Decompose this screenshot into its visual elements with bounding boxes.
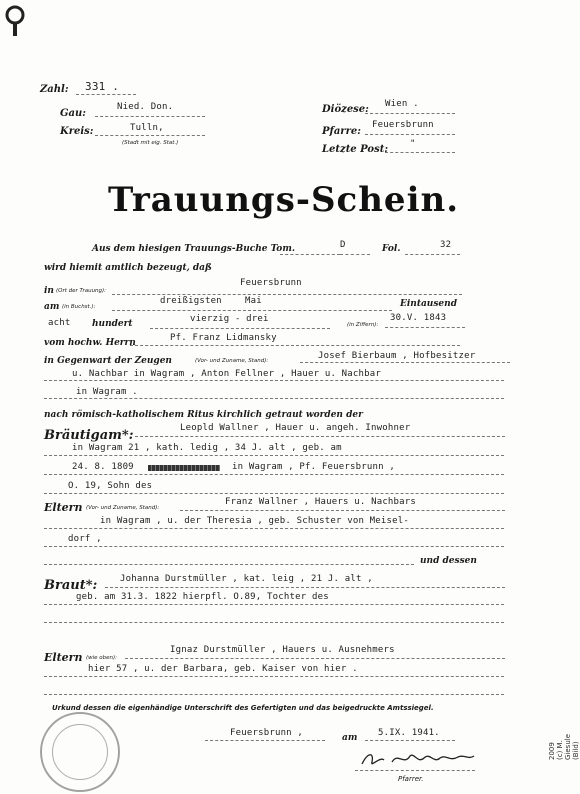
day-value: dreißigsten: [160, 296, 222, 306]
eltern-value-1: Franz Wallner , Hauers u. Nachbars: [225, 497, 417, 507]
priest-value: Pf. Franz Lidmansky: [170, 333, 277, 343]
braeutigam-value-2: in Wagram 21 , kath. ledig , 34 J. alt , geb. am: [72, 443, 342, 453]
in-label: in: [44, 286, 54, 296]
in-note: (Ort der Trauung):: [56, 288, 107, 294]
braut-label: Braut*:: [44, 578, 98, 593]
ort-value: Feuersbrunn: [240, 278, 302, 288]
zeugen-value-1: Josef Bierbaum , Hofbesitzer: [318, 351, 476, 361]
braeutigam-value-3a: 24. 8. 1809: [72, 462, 134, 472]
tom-value: D: [340, 240, 346, 250]
magnifier-icon[interactable]: [4, 4, 26, 38]
zahl-label: Zahl:: [40, 84, 69, 95]
eltern2-value-1: Ignaz Durstmüller , Hauers u. Ausnehmers: [170, 645, 395, 655]
am2-label: am: [342, 733, 358, 743]
am-note: (in Buchst.):: [62, 304, 96, 310]
kreis-note: (Stadt mit eig. Stat.): [122, 140, 179, 146]
eltern-value-3: dorf ,: [68, 534, 102, 544]
kreis-value: Tulln,: [130, 123, 164, 133]
fol-label: Fol.: [382, 244, 401, 254]
braeutigam-value-3b: in Wagram , Pf. Feuersbrunn ,: [232, 462, 395, 472]
tausend-text: Eintausend: [400, 299, 457, 309]
hundert-text: hundert: [92, 319, 133, 329]
post-value: ": [410, 139, 416, 149]
zeugen-value-2: u. Nachbar in Wagram , Anton Fellner , Hauer u. Nachbar: [72, 369, 382, 379]
gau-label: Gau:: [60, 108, 86, 119]
und-dessen-text: und dessen: [420, 556, 477, 566]
document-title: Trauungs-Schein.: [108, 180, 460, 220]
dioezese-value: Wien .: [385, 99, 419, 109]
ritus-text: nach römisch-katholischem Ritus kirchlich getraut worden der: [44, 410, 363, 420]
eltern-label: Eltern: [44, 501, 83, 514]
eltern2-label: Eltern: [44, 651, 83, 664]
fol-value: 32: [440, 240, 452, 250]
date2-value: 5.IX. 1941.: [378, 728, 440, 738]
braeutigam-value-1: Leopld Wallner , Hauer u. angeh. Inwohner: [180, 423, 411, 433]
eltern2-value-2: hier 57 , u. der Barbara, geb. Kaiser von hier .: [88, 664, 358, 674]
dioezese-label: Diözese:: [322, 104, 369, 115]
zeugen-text: in Gegenwart der Zeugen: [44, 356, 172, 366]
struck-text: [148, 465, 220, 471]
eltern2-note: (wie oben):: [86, 655, 118, 661]
braut-value-1: Johanna Durstmüller , kat. leig , 21 J. alt ,: [120, 574, 373, 584]
trauungsbuch-text: Aus dem hiesigen Trauungs-Buche Tom.: [92, 244, 295, 254]
pfarre-label: Pfarre:: [322, 126, 361, 137]
zeugen-note: (Vor- und Zuname, Stand):: [195, 358, 269, 364]
post-label: Letzte Post:: [322, 144, 389, 155]
gau-value: Nied. Don.: [117, 102, 174, 112]
bezeugt-text: wird hiemit amtlich bezeugt, daß: [44, 263, 212, 273]
am-label: am: [44, 302, 60, 312]
copyright-text: 2009 (c) M. Giesule (Bild): [548, 733, 580, 760]
place-value: Feuersbrunn ,: [230, 728, 304, 738]
urkund-text: Urkund dessen die eigenhändige Unterschrift des Gefertigten und das beigedruckte Amtssiegel.: [52, 704, 434, 712]
pfarre-value: Feuersbrunn: [372, 120, 434, 130]
acht-value: acht: [48, 318, 71, 328]
zahl-value: 331 .: [85, 80, 120, 93]
zeugen-value-3: in Wagram .: [76, 387, 138, 397]
month-value: Mai: [245, 296, 262, 306]
braeutigam-label: Bräutigam*:: [44, 428, 134, 443]
kreis-label: Kreis:: [60, 126, 94, 137]
vom-text: vom hochw. Herrn: [44, 338, 136, 348]
date-digits: 30.V. 1843: [390, 313, 447, 323]
braut-value-2: geb. am 31.3. 1822 hierpfl. O.89, Tochter des: [76, 592, 329, 602]
ziffern-note: (in Ziffern):: [347, 322, 379, 328]
eltern-note: (Vor- und Zuname, Stand):: [86, 505, 160, 511]
year-value: vierzig - drei: [190, 314, 269, 324]
eltern-value-2: in Wagram , u. der Theresia , geb. Schuster von Meisel-: [100, 516, 410, 526]
braeutigam-value-4: O. 19, Sohn des: [68, 481, 153, 491]
parish-seal-stamp: [40, 712, 120, 792]
pfarrer-label: Pfarrer.: [398, 775, 424, 783]
pfarrer-signature: [358, 748, 478, 770]
